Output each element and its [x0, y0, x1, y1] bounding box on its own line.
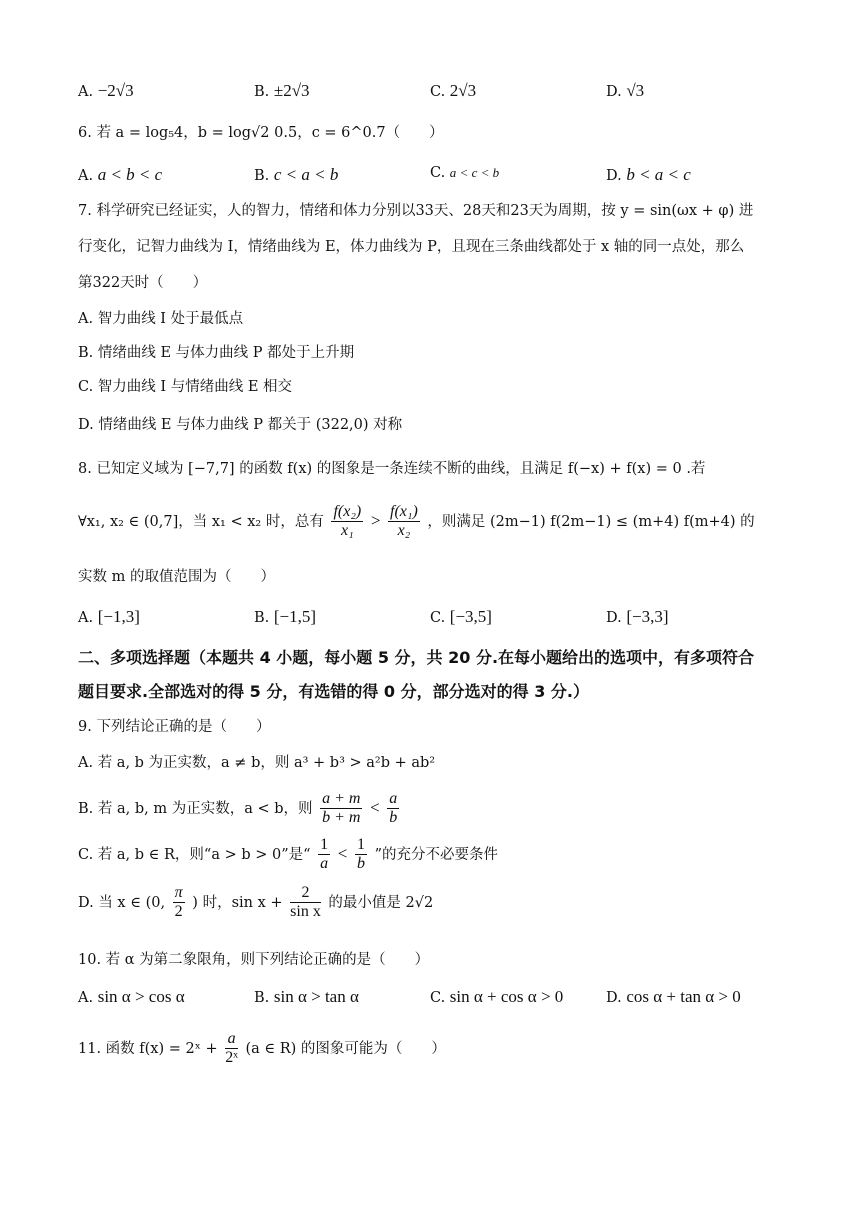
- q5-option-b: B. ±2√3: [254, 81, 310, 100]
- q6-option-d: D. b < a < c: [606, 165, 691, 184]
- q8-option-c: C. [−3,5]: [430, 607, 492, 626]
- q11-stem: 11. 函数 f(x) = 2ˣ + $\frac{a}{\text{2ˣ}}$ (a ∈ R) 的图象可能为（ ）: [78, 1030, 446, 1067]
- q9-option-d: D. 当 x ∈ (0, $\frac{\pi}{2}$ ) 时，sin x + $\frac{2}{\text{sin x}}$ 的最小值是 2√2: [78, 884, 434, 921]
- q8-fraction-1: $\frac{\text{f(x₂)}}{\text{x₁}}$: [333, 503, 362, 540]
- q6-option-b: B. c < a < b: [254, 165, 339, 184]
- q7-option-b: B. 情绪曲线 E 与体力曲线 P 都处于上升期: [78, 345, 355, 361]
- q10-option-c: C. sin α + cos α > 0: [430, 987, 564, 1006]
- q6-option-a: A. a < b < c: [78, 165, 163, 184]
- q7-line-3: 第322天时（ ）: [78, 275, 208, 291]
- q8-option-d: D. [−3,3]: [606, 607, 669, 626]
- q10-stem: 10. 若 α 为第二象限角，则下列结论正确的是（ ）: [78, 952, 430, 968]
- q10-option-b: B. sin α > tan α: [254, 987, 359, 1006]
- q8-fraction-2: $\frac{\text{f(x₁)}}{\text{x₂}}$: [390, 503, 418, 540]
- section-2-heading-line-1: 二、多项选择题（本题共 4 小题，每小题 5 分，共 20 分.在每小题给出的选项中，有多项符合: [78, 648, 755, 667]
- q10-option-d: D. cos α + tan α > 0: [606, 987, 741, 1006]
- q5-option-d: D. √3: [606, 81, 645, 100]
- q8-line-2: ∀x₁, x₂ ∈ (0,7]，当 x₁ < x₂ 时，总有 $\frac{\text{f(x₂)}}{\text{x₁}}$ > $\frac{\text{f(x₁)}}{\text{x₂}}$ ，则满足 (2m−1) f(2m−1) ≤ (m+4) f(m+4) 的: [78, 503, 755, 540]
- q8-line-1: 8. 已知定义域为 [−7,7] 的函数 f(x) 的图象是一条连续不断的曲线，且满足 f(−x) + f(x) = 0 .若: [78, 461, 706, 477]
- q7-line-1: 7. 科学研究已经证实，人的智力，情绪和体力分别以33天、28天和23天为周期，按 y = sin(ωx + φ) 进: [78, 203, 754, 219]
- q6-option-c: C. a < c < b: [430, 165, 500, 181]
- q7-line-2: 行变化，记智力曲线为 I，情绪曲线为 E，体力曲线为 P，且现在三条曲线都处于 x 轴的同一点处，那么: [78, 239, 745, 255]
- q9-stem: 9. 下列结论正确的是（ ）: [78, 719, 271, 735]
- q9-option-c: C. 若 a, b ∈ R，则“a > b > 0”是“ $\frac{1}{a}$ < $\frac{1}{b}$ ”的充分不必要条件: [78, 836, 498, 873]
- q7-option-c: C. 智力曲线 I 与情绪曲线 E 相交: [78, 379, 293, 395]
- q8-option-a: A. [−1,3]: [78, 607, 140, 626]
- q8-line-3: 实数 m 的取值范围为（ ）: [78, 569, 275, 585]
- q10-option-a: A. sin α > cos α: [78, 987, 185, 1006]
- q8-option-b: B. [−1,5]: [254, 607, 317, 626]
- q7-option-d: D. 情绪曲线 E 与体力曲线 P 都关于 (322,0) 对称: [78, 417, 403, 433]
- q9-option-a: A. 若 a, b 为正实数，a ≠ b，则 a³ + b³ > a²b + ab²: [78, 755, 436, 771]
- section-2-heading-line-2: 题目要求.全部选对的得 5 分，有选错的得 0 分，部分选对的得 3 分.）: [78, 682, 589, 701]
- q6-stem: 6. 若 a = log₅4，b = log√2 0.5，c = 6^0.7（ ）: [78, 125, 444, 141]
- q7-option-a: A. 智力曲线 I 处于最低点: [78, 311, 244, 327]
- q5-option-c: C. 2√3: [430, 81, 477, 100]
- q5-option-a: A. −2√3: [78, 81, 134, 100]
- q9-option-b: B. 若 a, b, m 为正实数，a < b，则 $\frac{a + m}{b + m}$ < $\frac{a}{b}$: [78, 790, 398, 827]
